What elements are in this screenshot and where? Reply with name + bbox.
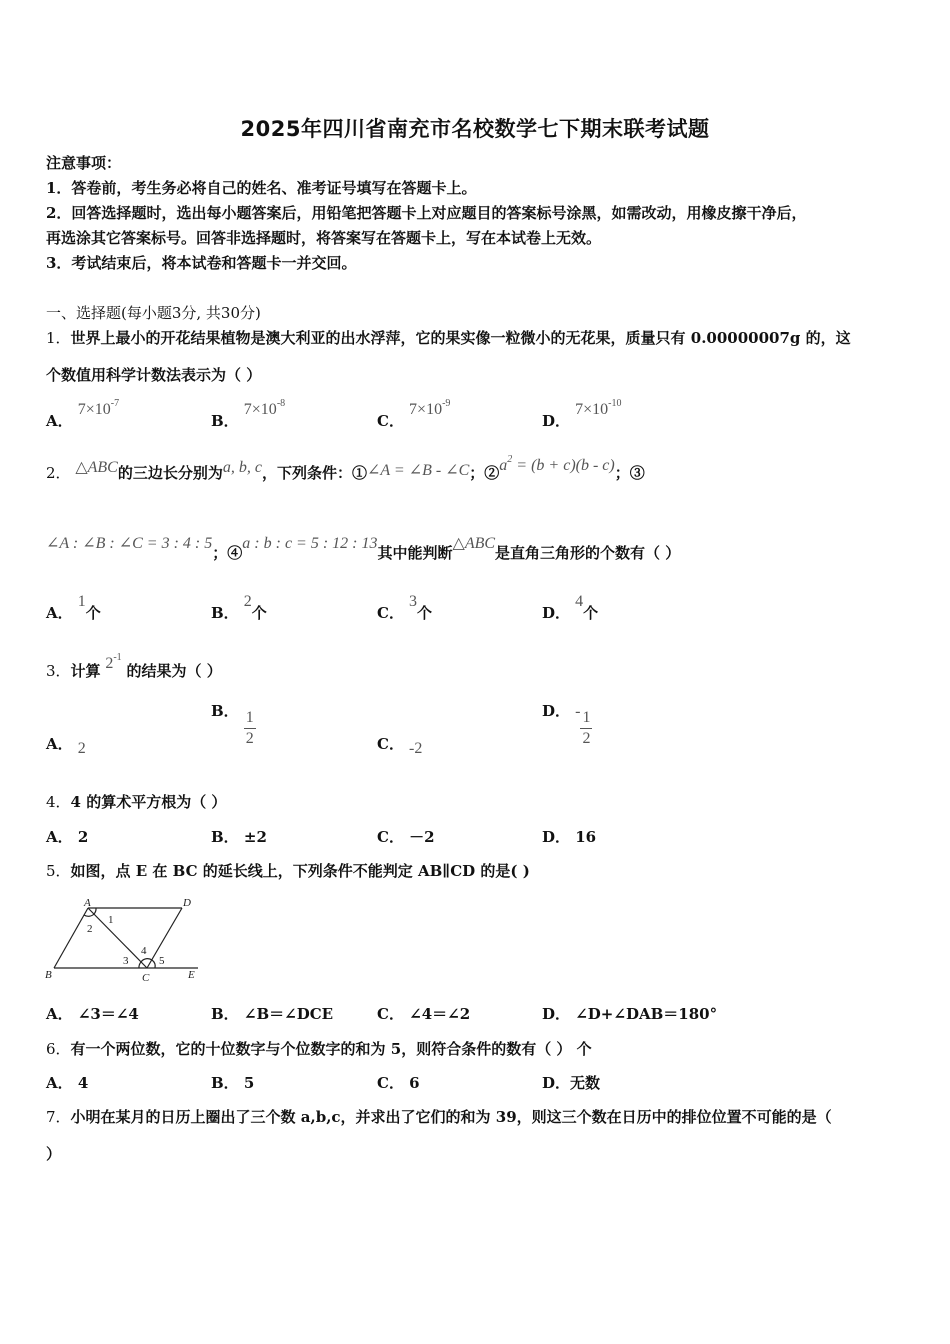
option-label: A． bbox=[46, 604, 73, 622]
q2-option-c[interactable] bbox=[377, 590, 433, 622]
option-label: B． bbox=[211, 412, 239, 430]
q6-option-d[interactable]: D．无数 bbox=[542, 1074, 601, 1092]
text: ；④ bbox=[212, 544, 243, 562]
option-label: C． bbox=[377, 735, 404, 753]
line-cd bbox=[147, 908, 182, 968]
option-label: D． bbox=[542, 702, 571, 720]
text: 是直角三角形的个数有（ ） bbox=[495, 544, 681, 562]
angle-label-3: 3 bbox=[123, 955, 129, 967]
option-unit: 个 bbox=[583, 604, 599, 622]
option-value: 4 bbox=[575, 593, 584, 610]
text: ，下列条件：① bbox=[261, 464, 367, 482]
question-number: 5． bbox=[46, 862, 71, 880]
math-expr: ∠A : ∠B : ∠C = 3 : 4 : 5 bbox=[46, 535, 213, 552]
option-label: C． bbox=[377, 604, 404, 622]
label-b: B bbox=[45, 969, 52, 981]
option-label: A． bbox=[46, 735, 73, 753]
q5-option-a[interactable]: A． ∠3＝∠4 bbox=[46, 1005, 139, 1023]
q3-option-d[interactable] bbox=[542, 702, 592, 748]
question-5 bbox=[46, 860, 530, 881]
q3-option-a[interactable] bbox=[46, 733, 86, 757]
question-1-text: 世界上最小的开花结果植物是澳大利亚的出水浮萍，它的果实像一粒微小的无花果，质量只有 0.00000007g 的，这 bbox=[70, 329, 851, 347]
option-value: $7\times 10^{-9}$ bbox=[409, 398, 451, 418]
question-number: 4． bbox=[46, 793, 71, 811]
text: 计算 bbox=[70, 662, 101, 680]
q4-option-c[interactable]: C． －2 bbox=[377, 828, 435, 846]
q1-option-d[interactable] bbox=[542, 398, 622, 430]
math-expr: $2^{-1}$ bbox=[105, 652, 122, 672]
page-title: 2025年四川省南充市名校数学七下期末联考试题 bbox=[240, 117, 710, 141]
geometry-figure bbox=[40, 894, 210, 986]
q1-option-b[interactable] bbox=[211, 398, 286, 430]
option-value: $7\times 10^{-7}$ bbox=[77, 398, 120, 418]
question-number: 2． bbox=[46, 464, 71, 482]
question-1-text-2: 个数值用科学计数法表示为（ ） bbox=[46, 366, 262, 384]
question-2 bbox=[46, 454, 645, 483]
option-value: -2 bbox=[409, 740, 423, 757]
angle-label-4: 4 bbox=[141, 945, 147, 957]
question-number: 1． bbox=[46, 329, 71, 347]
note-item: 1．答卷前，考生务必将自己的姓名、准考证号填写在答题卡上。 bbox=[46, 179, 477, 197]
q5-option-d[interactable]: D． ∠D+∠DAB＝180° bbox=[542, 1005, 718, 1023]
q3-option-b[interactable] bbox=[211, 702, 256, 748]
option-label: C． bbox=[377, 412, 404, 430]
angle-arc-2 bbox=[84, 914, 94, 916]
option-sign: - bbox=[575, 703, 581, 720]
question-7-text-2: ） bbox=[46, 1145, 62, 1163]
option-value: 3 bbox=[409, 593, 418, 610]
label-e: E bbox=[188, 969, 195, 981]
angle-arc-3 bbox=[139, 962, 141, 968]
text: 其中能判断 bbox=[377, 544, 453, 562]
math-expr: ∠A = ∠B - ∠C bbox=[367, 462, 470, 479]
question-number: 6． bbox=[46, 1040, 71, 1058]
q6-option-c[interactable]: C． 6 bbox=[377, 1074, 420, 1092]
text: ；③ bbox=[614, 464, 645, 482]
q5-option-b[interactable]: B． ∠B＝∠DCE bbox=[211, 1005, 334, 1023]
option-value: 2 bbox=[243, 593, 252, 610]
option-value: $\frac{1}{2}$ bbox=[245, 709, 254, 747]
q5-option-c[interactable]: C． ∠4＝∠2 bbox=[377, 1005, 471, 1023]
label-c: C bbox=[142, 972, 150, 984]
angle-arc-1 bbox=[94, 908, 96, 914]
question-1 bbox=[46, 327, 851, 348]
question-2-line-2 bbox=[46, 532, 681, 562]
q2-option-d[interactable] bbox=[542, 590, 599, 622]
question-6 bbox=[46, 1038, 592, 1059]
line-ac bbox=[88, 908, 147, 968]
text: ；② bbox=[469, 464, 500, 482]
math-expr: a : b : c = 5 : 12 : 13 bbox=[242, 535, 378, 552]
question-3 bbox=[46, 652, 222, 681]
math-expr: △ABC bbox=[75, 459, 118, 476]
angle-label-2: 2 bbox=[87, 923, 93, 935]
angle-arc-5 bbox=[152, 960, 155, 968]
q3-option-c[interactable] bbox=[377, 733, 423, 757]
note-item: 2．回答选择题时，选出每小题答案后，用铅笔把答题卡上对应题目的答案标号涂黑，如需改动，用橡皮擦干净后， bbox=[46, 204, 807, 222]
notes-heading: 注意事项： bbox=[46, 154, 122, 172]
option-unit: 个 bbox=[85, 604, 101, 622]
question-7 bbox=[46, 1106, 832, 1127]
q4-option-b[interactable]: B． ±2 bbox=[211, 828, 267, 846]
math-expr: $a^2 = (b + c)(b - c)$ bbox=[499, 454, 615, 474]
q2-option-b[interactable] bbox=[211, 590, 267, 622]
line-ab bbox=[54, 908, 88, 968]
q1-option-c[interactable] bbox=[377, 398, 451, 430]
option-label: B． bbox=[211, 702, 239, 720]
option-value: $7\times 10^{-10}$ bbox=[575, 398, 622, 418]
option-unit: 个 bbox=[251, 604, 267, 622]
angle-label-1: 1 bbox=[108, 914, 114, 926]
math-expr: a, b, c bbox=[222, 459, 262, 476]
question-number: 7． bbox=[46, 1108, 71, 1126]
question-4-text: 4 的算术平方根为（ ） bbox=[70, 793, 227, 811]
angle-label-5: 5 bbox=[159, 955, 165, 967]
option-value: $\frac{1}{2}$ bbox=[582, 709, 591, 747]
question-7-text: 小明在某月的日历上圈出了三个数 a,b,c，并求出了它们的和为 39，则这三个数在日历中的排位位置不可能的是（ bbox=[70, 1108, 832, 1126]
question-6-text: 有一个两位数，它的十位数字与个位数字的和为 5，则符合条件的数有（ ） 个 bbox=[70, 1040, 592, 1058]
option-unit: 个 bbox=[417, 604, 433, 622]
option-label: B． bbox=[211, 604, 239, 622]
section-heading: 一、选择题(每小题3分, 共30分) bbox=[46, 304, 261, 322]
option-value: 1 bbox=[77, 593, 86, 610]
note-item: 再选涂其它答案标号。回答非选择题时，将答案写在答题卡上，写在本试卷上无效。 bbox=[46, 229, 602, 247]
question-4 bbox=[46, 791, 226, 812]
question-number: 3． bbox=[46, 662, 71, 680]
text: 的结果为（ ） bbox=[126, 662, 222, 680]
q6-option-a[interactable]: A． 4 bbox=[46, 1074, 89, 1092]
option-value: 2 bbox=[77, 740, 86, 757]
q1-option-a[interactable] bbox=[46, 398, 120, 430]
q4-option-a[interactable]: A． 2 bbox=[46, 828, 89, 846]
q2-option-a[interactable] bbox=[46, 590, 101, 622]
math-expr: △ABC bbox=[452, 535, 496, 552]
q4-option-d[interactable]: D． 16 bbox=[542, 828, 597, 846]
label-a: A bbox=[84, 897, 91, 909]
note-item: 3．考试结束后，将本试卷和答题卡一并交回。 bbox=[46, 254, 357, 272]
option-label: D． bbox=[542, 412, 571, 430]
option-label: D． bbox=[542, 604, 571, 622]
q6-option-b[interactable]: B． 5 bbox=[211, 1074, 255, 1092]
question-5-text: 如图，点 E 在 BC 的延长线上，下列条件不能判定 AB∥CD 的是( ) bbox=[70, 862, 530, 880]
label-d: D bbox=[183, 897, 191, 909]
text: 的三边长分别为 bbox=[117, 464, 223, 482]
option-value: $7\times 10^{-8}$ bbox=[243, 398, 286, 418]
option-label: A． bbox=[46, 412, 73, 430]
